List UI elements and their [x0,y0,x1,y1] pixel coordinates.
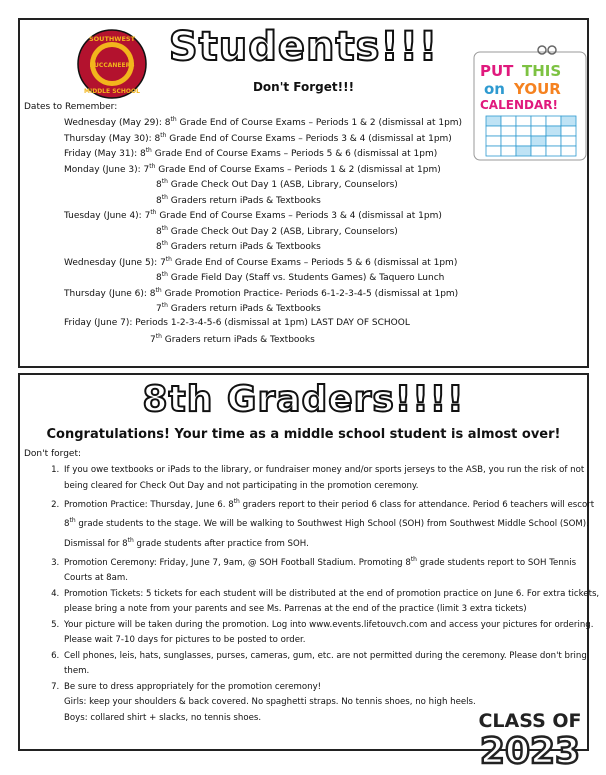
class-year-text: 2023 [479,731,581,772]
date-row: Wednesday (May 29): 8th Grade End of Course Exams – Periods 1 & 2 (dismissal at 1pm) [64,116,463,128]
dont-forget-label: Don't forget: [24,449,82,459]
calendar-cell [501,136,516,146]
calendar-cell [561,116,576,126]
reminder-item: 4. Promotion Tickets: 5 tickets for each student will be distributed at the end of promotion practice on June 6. For extra tickets, please bring a note from your parents and see Ms. Parrenas at the end of the practice (limit 3 extra tickets) [62,587,602,618]
date-row: Friday (May 31): 8th Grade End of Course Exams – Periods 5 & 6 (dismissal at 1pm) [64,147,438,159]
calendar-cell [546,146,561,156]
calendar-cell [486,146,501,156]
calendar-grid [486,116,576,156]
calendar-graphic [472,42,588,162]
reminders-list [40,463,602,726]
calendar-cell [531,146,546,156]
calendar-put: PUT [480,62,514,80]
students-title: Students!!! [168,24,439,70]
date-row: Thursday (May 30): 8th Grade End of Course Exams – Periods 3 & 4 (dismissal at 1pm) [64,131,452,144]
date-row: 8th Grade Check Out Day 2 (ASB, Library, Counselors) [156,224,398,237]
calendar-cell [516,126,531,136]
date-row: 8th Graders return iPads & Textbooks [156,193,321,206]
logo-middle-text: BUCCANEERS [89,62,135,69]
reminder-item: 5. Your picture will be taken during the promotion. Log into www.events.lifetouvch.com and access your pictures for ordering. Please wait 7-10 days for pictures to be posted to order. [62,618,602,649]
class-of-text: CLASS OF [478,710,582,732]
logo-top-text: SOUTHWEST [88,35,136,43]
calendar-cell [561,136,576,146]
date-row: Monday (June 3): 7th Grade End of Course Exams – Periods 1 & 2 (dismissal at 1pm) [64,162,441,175]
date-row: 8th Grade Field Day (Staff vs. Students Games) & Taquero Lunch [156,271,445,283]
calendar-cell [501,126,516,136]
calendar-cell [501,146,516,156]
eighth-graders-section [18,373,600,751]
date-row: Friday (June 7): Periods 1-2-3-4-5-6 (dismissal at 1pm) LAST DAY OF SCHOOL [64,317,410,328]
date-row: 8th Graders return iPads & Textbooks [156,240,321,252]
calendar-cell [531,136,546,146]
reminder-item: 3. Promotion Ceremony: Friday, June 7, 9am, @ SOH Football Stadium. Promoting 8th grade students report to SOH Tennis Courts at 8am. [62,552,602,587]
calendar-cell [486,116,501,126]
date-row: Tuesday (June 4): 7th Grade End of Course Exams – Periods 3 & 4 (dismissal at 1pm) [64,209,442,221]
reminder-item: 1. If you owe textbooks or iPads to the library, or fundraiser money and/or sports jerseys to the ASB, you run the risk of not being cleared for Check Out Day and not participating in the promotion ceremony. [62,463,602,494]
date-row: 8th Grade Check Out Day 1 (ASB, Library, Counselors) [156,178,398,190]
date-row: Wednesday (June 5): 7th Grade End of Course Exams – Periods 5 & 6 (dismissal at 1pm) [64,255,458,268]
calendar-cell [486,136,501,146]
date-row: 7th Graders return iPads & Textbooks [150,333,315,345]
calendar-cell [546,116,561,126]
logo-bottom-text: MIDDLE SCHOOL [84,88,140,95]
calendar-cell [516,136,531,146]
date-row: Thursday (June 6): 8th Grade Promotion Practice- Periods 6-1-2-3-4-5 (dismissal at 1pm) [64,286,459,299]
reminder-item: 2. Promotion Practice: Thursday, June 6. 8th graders report to their period 6 class for attendance. Period 6 teachers will escort 8th grade students to the stage. We will be walking to Southwest High School (SOH) from Southwest Middle School (SOM). Dismissal for 8th grade students after practice from SOH. [62,494,602,552]
eighth-graders-title: 8th Graders!!!! [142,379,465,420]
congrats-message: Congratulations! Your time as a middle school student is almost over! [46,427,561,442]
calendar-cell [546,136,561,146]
dont-forget-heading: Don't Forget!!! [252,80,355,94]
reminder-item: 7. Be sure to dress appropriately for the promotion ceremony! Girls: keep your shoulders & back covered. No spaghetti straps. No tennis shoes, no high heels. Boys: collared shirt + slacks, no tennis shoes. [62,680,602,727]
calendar-calendar: CALENDAR! [480,98,558,112]
calendar-cell [561,146,576,156]
calendar-cell [531,126,546,136]
dates-label: Dates to Remember: [24,102,118,112]
calendar-cell [516,146,531,156]
calendar-this: THIS [522,62,562,80]
calendar-cell [486,126,501,136]
calendar-cell [546,126,561,136]
date-row: 7th Graders return iPads & Textbooks [156,302,321,314]
calendar-cell [561,126,576,136]
calendar-cell [501,116,516,126]
calendar-on: on [484,80,505,98]
class-of-2023-graphic [470,705,590,775]
calendar-cell [531,116,546,126]
calendar-your: YOUR [514,80,561,98]
reminder-item: 6. Cell phones, leis, hats, sunglasses, purses, cameras, gum, etc. are not permitted during the ceremony. Please don't bring them. [62,649,602,680]
students-section [18,18,589,368]
calendar-cell [516,116,531,126]
